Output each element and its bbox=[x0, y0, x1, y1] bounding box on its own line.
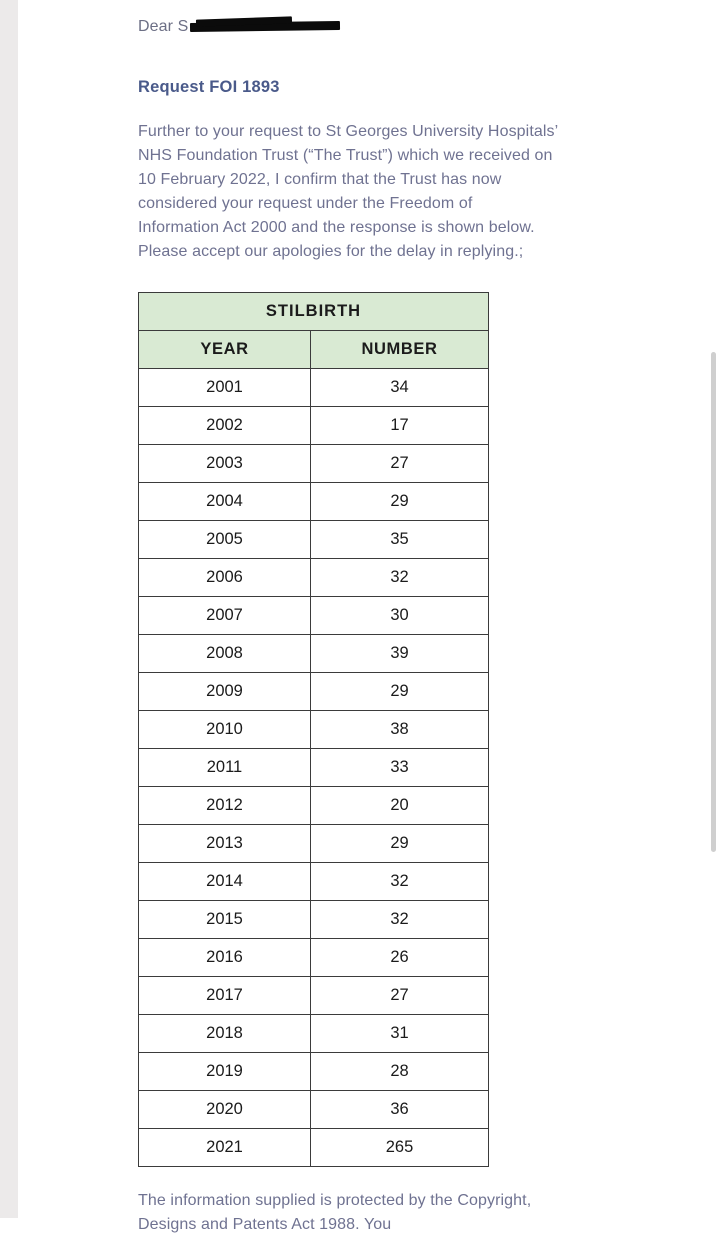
cell-number: 36 bbox=[311, 1091, 489, 1129]
table-row bbox=[139, 1091, 489, 1129]
cell-number: 29 bbox=[311, 825, 489, 863]
cell-year: 2014 bbox=[139, 863, 311, 901]
cell-year: 2010 bbox=[139, 711, 311, 749]
cell-number: 28 bbox=[311, 1053, 489, 1091]
cell-number: 38 bbox=[311, 711, 489, 749]
cell-number: 32 bbox=[311, 559, 489, 597]
cell-number: 30 bbox=[311, 597, 489, 635]
vertical-scrollbar[interactable] bbox=[711, 352, 716, 852]
cell-number: 32 bbox=[311, 863, 489, 901]
cell-number: 32 bbox=[311, 901, 489, 939]
cell-number: 35 bbox=[311, 521, 489, 559]
table-row bbox=[139, 407, 489, 445]
cell-year: 2011 bbox=[139, 749, 311, 787]
table-title-row bbox=[139, 293, 489, 331]
table-row bbox=[139, 559, 489, 597]
cell-number: 265 bbox=[311, 1129, 489, 1167]
cell-number: 29 bbox=[311, 673, 489, 711]
table-header-year: YEAR bbox=[139, 331, 311, 369]
salutation-text: Dear S bbox=[138, 18, 189, 35]
cell-year: 2013 bbox=[139, 825, 311, 863]
cell-number: 33 bbox=[311, 749, 489, 787]
cell-number: 17 bbox=[311, 407, 489, 445]
cell-year: 2019 bbox=[139, 1053, 311, 1091]
cell-year: 2016 bbox=[139, 939, 311, 977]
cell-year: 2018 bbox=[139, 1015, 311, 1053]
cell-year: 2009 bbox=[139, 673, 311, 711]
table-row bbox=[139, 597, 489, 635]
table-row bbox=[139, 863, 489, 901]
table-row bbox=[139, 1053, 489, 1091]
salutation bbox=[138, 18, 558, 36]
cell-number: 20 bbox=[311, 787, 489, 825]
table-row bbox=[139, 939, 489, 977]
cell-year: 2006 bbox=[139, 559, 311, 597]
stillbirth-table bbox=[138, 292, 489, 1167]
table-row bbox=[139, 977, 489, 1015]
document-body bbox=[138, 0, 558, 1237]
table-row bbox=[139, 749, 489, 787]
table-row bbox=[139, 521, 489, 559]
cell-year: 2012 bbox=[139, 787, 311, 825]
cell-year: 2015 bbox=[139, 901, 311, 939]
cell-year: 2003 bbox=[139, 445, 311, 483]
redacted-name-block bbox=[190, 19, 340, 33]
cell-year: 2001 bbox=[139, 369, 311, 407]
cell-number: 26 bbox=[311, 939, 489, 977]
cell-number: 34 bbox=[311, 369, 489, 407]
table-row bbox=[139, 635, 489, 673]
table-row bbox=[139, 787, 489, 825]
table-body bbox=[139, 369, 489, 1167]
table-row bbox=[139, 825, 489, 863]
table-title: STILBIRTH bbox=[139, 293, 489, 331]
left-gutter bbox=[0, 0, 18, 1218]
table-row bbox=[139, 1129, 489, 1167]
table-row bbox=[139, 445, 489, 483]
request-title: Request FOI 1893 bbox=[138, 78, 280, 96]
cell-year: 2017 bbox=[139, 977, 311, 1015]
cell-year: 2005 bbox=[139, 521, 311, 559]
table-row bbox=[139, 1015, 489, 1053]
cell-number: 39 bbox=[311, 635, 489, 673]
table-header-number: NUMBER bbox=[311, 331, 489, 369]
table-row bbox=[139, 483, 489, 521]
table-row bbox=[139, 369, 489, 407]
table-row bbox=[139, 711, 489, 749]
cell-year: 2008 bbox=[139, 635, 311, 673]
body-paragraph: Further to your request to St Georges University Hospitals’ NHS Foundation Trust (“The Trust”) which we received on 10 February 2022, I confirm that the Trust has now considered your request under the Freedom of Information Act 2000 and the response is shown below. Please accept our apologies for the delay in replying.; bbox=[138, 123, 558, 260]
footer-paragraph: The information supplied is protected by the Copyright, Designs and Patents Act 1988. You bbox=[138, 1192, 532, 1233]
cell-number: 31 bbox=[311, 1015, 489, 1053]
cell-year: 2004 bbox=[139, 483, 311, 521]
cell-number: 27 bbox=[311, 977, 489, 1015]
cell-year: 2002 bbox=[139, 407, 311, 445]
table-row bbox=[139, 901, 489, 939]
cell-number: 29 bbox=[311, 483, 489, 521]
cell-number: 27 bbox=[311, 445, 489, 483]
cell-year: 2021 bbox=[139, 1129, 311, 1167]
table-header-row bbox=[139, 331, 489, 369]
cell-year: 2007 bbox=[139, 597, 311, 635]
cell-year: 2020 bbox=[139, 1091, 311, 1129]
table-row bbox=[139, 673, 489, 711]
